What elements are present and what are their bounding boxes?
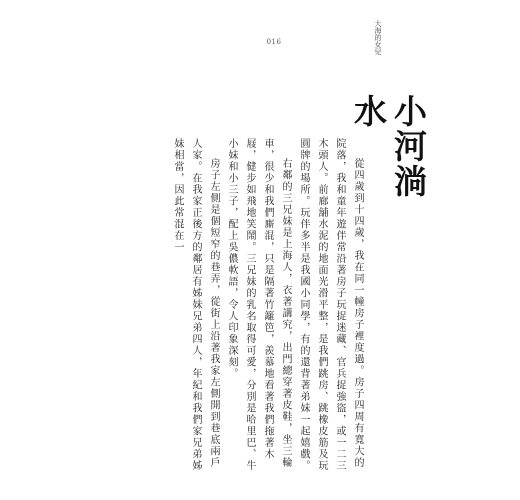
paragraph-2: 右鄰的三兄妹是上海人，衣著講究，出門總穿著皮鞋，坐三輪車，很少和我們廝混，只是隔著竹籬笆，羨慕地看著我們拖著木屐，健步如飛地笑鬧。三兄妹的乳名取得可愛，分別是哈里巴、牛小妹和小三子，配上吳儂軟語，令人印象深刻。 xyxy=(226,138,291,472)
paragraph-3: 房子左側是個短窄的巷弄，從街上沿著我家左側開到巷底兩戶人家。在我家正後方的鄰居有姊妹兄弟四人，年紀和我們家兄弟姊妹相當，因此常混在一 xyxy=(172,138,219,472)
body-text xyxy=(110,138,366,478)
paragraph-1: 從四歲到十四歲，我在同一幢房子裡度過。房子四周有寬大的院落，我和童年遊伴常沿著房子玩捉迷藏、官兵捉強盜，或一二三木頭人。前廊舖水泥的地面光滑平整，是我們跳房、跳橡皮筋及玩圓牌的場所。玩伴多半是我國小同學，有的還背著弟妹一起嬉戲。 xyxy=(298,138,363,472)
chapter-title: 小河淌水 xyxy=(349,94,428,199)
running-head: 大海的女兒 xyxy=(374,20,382,55)
page-number: 016 xyxy=(266,38,282,46)
